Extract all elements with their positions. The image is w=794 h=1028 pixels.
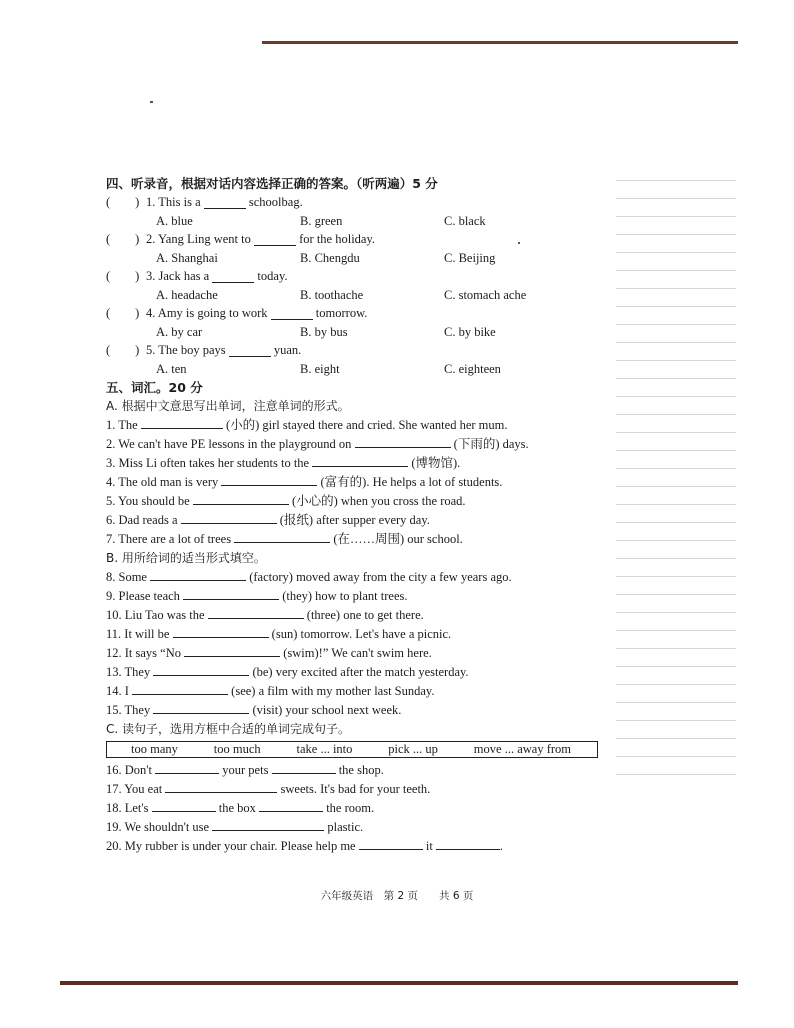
word-bank-item: too many — [131, 742, 178, 756]
answer-blank[interactable] — [212, 270, 254, 283]
part-b-title: B. 用所给词的适当形式填空。 — [106, 551, 266, 565]
answer-blank[interactable] — [212, 818, 324, 831]
answer-blank[interactable] — [254, 233, 296, 246]
fill-item — [106, 530, 626, 549]
bottom-edge-rule — [60, 981, 738, 985]
option-c: C. black — [444, 214, 486, 228]
options-row — [106, 360, 626, 378]
option-b: B. Chengdu — [300, 251, 360, 265]
fill-item — [106, 818, 626, 837]
question-text-post: tomorrow. — [315, 306, 368, 320]
option-b: B. eight — [300, 362, 340, 376]
part-c-title: C. 读句子，选用方框中合适的单词完成句子。 — [106, 722, 351, 736]
fill-item — [106, 682, 626, 701]
fill-item — [106, 473, 626, 492]
item-text-post: (sun) tomorrow. Let's have a picnic. — [268, 627, 452, 641]
fill-item — [106, 644, 626, 663]
section4-questions — [106, 193, 626, 378]
fill-item — [106, 663, 626, 682]
option-a: A. blue — [156, 214, 193, 228]
answer-blank[interactable] — [165, 780, 277, 793]
page-footer: 六年级英语 第 2 页 共 6 页 — [320, 890, 474, 902]
answer-blank[interactable] — [259, 799, 323, 812]
item-text-a: 16. Don't — [106, 763, 156, 777]
options-row — [106, 286, 626, 304]
item-text-post: (报纸) after supper every day. — [276, 513, 430, 527]
answer-paren[interactable]: ( ) — [106, 195, 140, 209]
question-text-post: schoolbag. — [248, 195, 303, 209]
item-text-b: plastic. — [324, 820, 364, 834]
item-text-pre: 11. It will be — [106, 627, 173, 641]
answer-blank[interactable] — [436, 837, 500, 850]
item-text-pre: 6. Dad reads a — [106, 513, 181, 527]
item-text-pre: 3. Miss Li often takes her students to the — [106, 456, 313, 470]
item-text-pre: 5. You should be — [106, 494, 193, 508]
item-text-post: (be) very excited after the match yesterday. — [249, 665, 469, 679]
item-text-a: 18. Let's — [106, 801, 152, 815]
answer-blank[interactable] — [153, 701, 249, 714]
item-text-a: 20. My rubber is under your chair. Please help me — [106, 839, 359, 853]
item-text-b: sweets. It's bad for your teeth. — [277, 782, 431, 796]
answer-blank[interactable] — [221, 473, 317, 486]
options-row — [106, 212, 626, 230]
fill-item — [106, 511, 626, 530]
item-text-pre: 7. There are a lot of trees — [106, 532, 235, 546]
option-c: C. eighteen — [444, 362, 501, 376]
listening-question — [106, 304, 626, 323]
item-text-c: . — [499, 839, 504, 853]
option-c: C. stomach ache — [444, 288, 527, 302]
fill-item — [106, 416, 626, 435]
answer-blank[interactable] — [272, 761, 336, 774]
fill-item — [106, 780, 626, 799]
item-text-pre: 1. The — [106, 418, 141, 432]
option-a: A. Shanghai — [156, 251, 218, 265]
item-text-post: (visit) your school next week. — [249, 703, 402, 717]
answer-blank[interactable] — [271, 307, 313, 320]
fill-item — [106, 701, 626, 720]
part-a-title: A. 根据中文意思写出单词，注意单词的形式。 — [106, 399, 350, 413]
answer-paren[interactable]: ( ) — [106, 343, 140, 357]
answer-blank[interactable] — [141, 416, 223, 429]
question-text-post: today. — [257, 269, 288, 283]
options-row — [106, 323, 626, 341]
answer-blank[interactable] — [208, 606, 304, 619]
answer-blank[interactable] — [152, 799, 216, 812]
item-text-pre: 13. They — [106, 665, 154, 679]
item-text-post: (see) a film with my mother last Sunday. — [228, 684, 435, 698]
listening-question — [106, 341, 626, 360]
item-text-pre: 2. We can't have PE lessons in the playground on — [106, 437, 355, 451]
item-text-c: the shop. — [335, 763, 384, 777]
option-b: B. toothache — [300, 288, 364, 302]
option-a: A. by car — [156, 325, 203, 339]
answer-blank[interactable] — [183, 587, 279, 600]
question-text-pre: 3. Jack has a — [146, 269, 210, 283]
item-text-pre: 9. Please teach — [106, 589, 184, 603]
fill-item — [106, 454, 626, 473]
item-text-post: (下雨的) days. — [450, 437, 529, 451]
item-text-post: (three) one to get there. — [303, 608, 424, 622]
option-a: A. ten — [156, 362, 187, 376]
answer-blank[interactable] — [355, 435, 451, 448]
item-text-post: (they) how to plant trees. — [279, 589, 408, 603]
item-text-post: (在……周围) our school. — [330, 532, 463, 546]
fill-item — [106, 625, 626, 644]
worksheet-content — [106, 174, 626, 856]
question-text-pre: 5. The boy pays — [146, 343, 226, 357]
word-bank-item: too much — [213, 742, 261, 756]
item-text-post: (富有的). He helps a lot of students. — [317, 475, 503, 489]
section5-title: 五、词汇。20 分 — [106, 380, 203, 395]
question-text-pre: 2. Yang Ling went to — [146, 232, 251, 246]
item-text-pre: 10. Liu Tao was the — [106, 608, 208, 622]
answer-blank[interactable] — [234, 530, 330, 543]
options-row — [106, 249, 626, 267]
answer-blank[interactable] — [204, 196, 246, 209]
answer-blank[interactable] — [359, 837, 423, 850]
question-text-pre: 4. Amy is going to work — [146, 306, 268, 320]
fill-item — [106, 761, 626, 780]
listening-question — [106, 267, 626, 286]
option-c: C. Beijing — [444, 251, 496, 265]
fill-item — [106, 606, 626, 625]
answer-blank[interactable] — [150, 568, 246, 581]
word-bank-item: take ... into — [296, 742, 353, 756]
item-text-post: (swim)!” We can't swim here. — [280, 646, 432, 660]
item-text-b: your pets — [219, 763, 272, 777]
fill-item — [106, 435, 626, 454]
answer-blank[interactable] — [229, 344, 271, 357]
answer-paren[interactable]: ( ) — [106, 306, 140, 320]
answer-blank[interactable] — [153, 663, 249, 676]
option-b: B. green — [300, 214, 343, 228]
item-text-post: (博物馆). — [408, 456, 461, 470]
answer-paren[interactable]: ( ) — [106, 232, 140, 246]
section4-title: 四、听录音，根据对话内容选择正确的答案。（听两遍）5 分 — [106, 176, 438, 191]
fill-item — [106, 587, 626, 606]
answer-blank[interactable] — [193, 492, 289, 505]
item-text-b: it — [422, 839, 436, 853]
item-text-pre: 8. Some — [106, 570, 151, 584]
answer-blank[interactable] — [132, 682, 228, 695]
word-bank-item: move ... away from — [473, 742, 571, 756]
item-text-pre: 4. The old man is very — [106, 475, 222, 489]
item-text-pre: 14. I — [106, 684, 133, 698]
item-text-pre: 15. They — [106, 703, 154, 717]
question-text-pre: 1. This is a — [146, 195, 201, 209]
speck — [150, 101, 153, 103]
answer-blank[interactable] — [184, 644, 280, 657]
fill-item — [106, 568, 626, 587]
fill-item — [106, 837, 626, 856]
fill-item — [106, 799, 626, 818]
answer-blank[interactable] — [173, 625, 269, 638]
item-text-post: (小心的) when you cross the road. — [288, 494, 466, 508]
option-b: B. by bus — [300, 325, 348, 339]
item-text-c: the room. — [323, 801, 375, 815]
word-bank-item: pick ... up — [388, 742, 438, 756]
item-text-b: the box — [215, 801, 260, 815]
item-text-a: 19. We shouldn't use — [106, 820, 213, 834]
answer-blank[interactable] — [312, 454, 408, 467]
item-text-a: 17. You eat — [106, 782, 166, 796]
answer-paren[interactable]: ( ) — [106, 269, 140, 283]
listening-question — [106, 193, 626, 212]
item-text-pre: 12. It says “No — [106, 646, 185, 660]
answer-blank[interactable] — [181, 511, 277, 524]
fill-item — [106, 492, 626, 511]
word-bank-box — [106, 741, 598, 758]
answer-blank[interactable] — [155, 761, 219, 774]
option-a: A. headache — [156, 288, 218, 302]
option-c: C. by bike — [444, 325, 496, 339]
top-edge-rule — [262, 41, 738, 44]
question-text-post: yuan. — [273, 343, 302, 357]
item-text-post: (小的) girl stayed there and cried. She wanted her mum. — [222, 418, 508, 432]
listening-question — [106, 230, 626, 249]
bleed-through-area — [616, 180, 736, 860]
item-text-post: (factory) moved away from the city a few years ago. — [246, 570, 512, 584]
question-text-post: for the holiday. — [299, 232, 376, 246]
